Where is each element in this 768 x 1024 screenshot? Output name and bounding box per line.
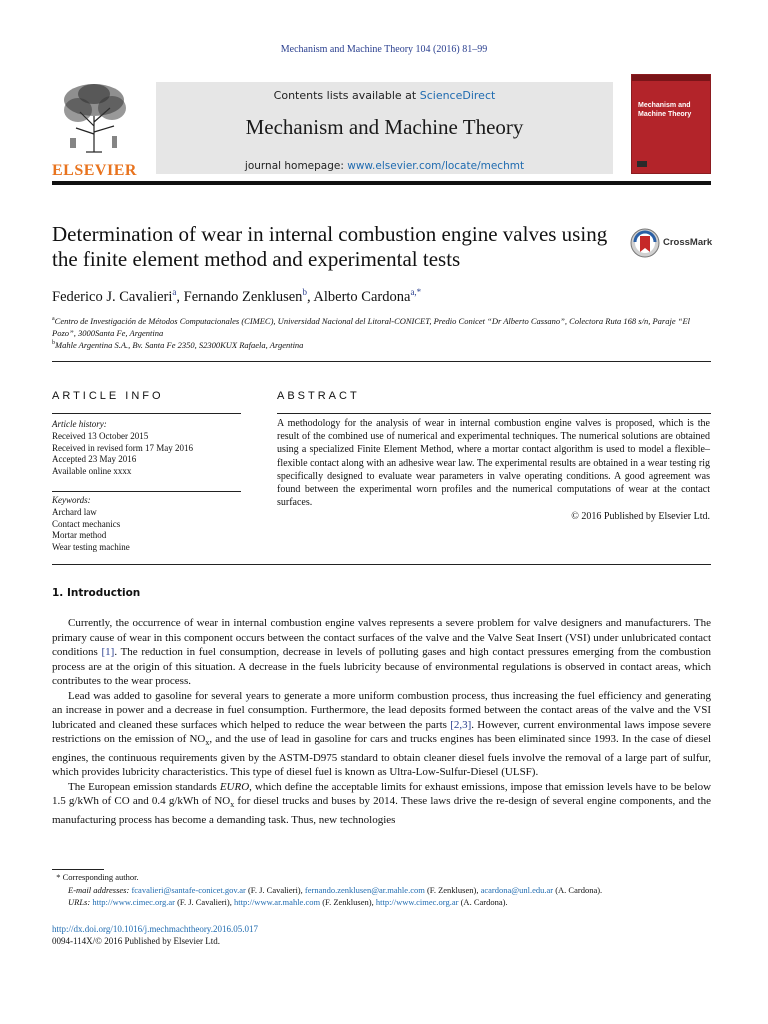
elsevier-logo — [52, 82, 137, 179]
contents-line — [156, 89, 613, 102]
keyword-item: Archard law — [52, 507, 97, 517]
corresponding-author-note: * Corresponding author. — [52, 872, 139, 882]
url-link[interactable]: http://www.cimec.org.ar — [375, 897, 459, 907]
header-rule — [52, 181, 711, 185]
intro-paragraph — [52, 780, 711, 828]
affiliation-mark: a — [52, 316, 55, 322]
affiliation-rule — [52, 361, 711, 362]
author-affiliation-mark[interactable]: a,* — [410, 287, 422, 297]
email-owner: (F. J. Cavalieri), — [245, 884, 305, 895]
intro-text: Currently, the occurrence of wear in internal combustion engine valves represents a severe problem for valve designers and manufacturers. The primary cause of wear in this component occurs between the contact surfaces of the valve and the Valve Seat Insert (VSI) under unlubricated contact conditions — [52, 617, 711, 658]
author-affiliation-mark[interactable]: a — [172, 287, 177, 297]
keywords-rule — [52, 491, 241, 492]
subscript-x: x — [205, 738, 210, 748]
intro-text: The European emission standards — [68, 780, 220, 793]
elsevier-tree-icon — [56, 82, 132, 154]
affiliation-mark: b — [52, 340, 55, 346]
crossmark-badge[interactable] — [630, 228, 712, 258]
urls-label: URLs: — [68, 897, 93, 907]
author-name[interactable]: Fernando Zenklusen — [183, 288, 303, 305]
homepage-prefix: journal homepage: — [244, 160, 348, 172]
intro-text: . However, current environmental laws impose severe restrictions on the emission of NO — [52, 718, 711, 745]
abstract-heading: ABSTRACT — [277, 390, 360, 402]
author-list: Federico J. Cavalieri$^a$, Fernando Zenklusen$^b$, Alberto Cardona$^{a,*}$ — [52, 287, 422, 305]
keyword-item: Wear testing machine — [52, 542, 130, 553]
abstract-copyright: © 2016 Published by Elsevier Ltd. — [571, 511, 710, 522]
issn-copyright: 0094-114X/© 2016 Published by Elsevier Ltd. — [52, 936, 220, 946]
footnotes — [52, 871, 712, 909]
email-owner: (F. Zenklusen), — [424, 884, 481, 895]
journal-reference[interactable]: Mechanism and Machine Theory 104 (2016) 81–99 — [280, 44, 488, 55]
email-link[interactable]: acardona@unl.edu.ar — [480, 884, 554, 895]
contents-prefix: Contents lists available at — [273, 89, 420, 102]
history-label: Article history: — [52, 419, 107, 429]
keywords-list — [52, 507, 241, 554]
email-owner: (A. Cardona). — [553, 884, 603, 895]
cover-top-bar — [632, 75, 710, 81]
crossmark-icon — [630, 228, 660, 258]
email-label: E-mail addresses: — [68, 884, 132, 895]
affiliation-text: Centro de Investigación de Métodos Computacionales (CIMEC), Universidad Nacional del Litoral-CONICET, Predio Conicet “Dr Alberto Cassano”, Colectora Ruta 168 s/n, Paraje “El Pozo”, 3000Santa Fe, Argentina — [52, 315, 691, 338]
intro-text: for diesel trucks and buses by 2014. These laws drive the re-design of several engine components, and the manufacturing process has become a demanding task. Thus, new technologies — [52, 795, 711, 826]
intro-emphasis: EURO — [219, 780, 250, 793]
author-name[interactable]: Federico J. Cavalieri — [52, 288, 173, 305]
article-info-rule — [52, 413, 241, 414]
homepage-line — [156, 160, 613, 172]
email-footnote — [52, 884, 712, 897]
citation-link[interactable]: [1] — [101, 646, 115, 658]
masthead — [156, 82, 613, 174]
intro-text: Lead was added to gasoline for several years to generate a more uniform combustion process, thus increasing the fuel efficiency and generating an increase in power and a decrease in fuel consumption. Furthermore, the lead deposits formed between the contact areas of the valve and the VSI lubricated and cleaned these surfaces which helped to reduce the wear between the parts — [52, 689, 711, 731]
intro-paragraph — [52, 689, 711, 780]
journal-homepage-link[interactable]: www.elsevier.com/locate/mechmt — [347, 160, 525, 172]
url-owner: (F. Zenklusen), — [320, 897, 376, 907]
keyword-item: Mortar method — [52, 530, 107, 541]
url-owner: (A. Cardona). — [458, 897, 508, 907]
history-item: Received 13 October 2015 — [52, 431, 149, 441]
crossmark-label: CrossMark — [663, 237, 713, 248]
history-item: Received in revised form 17 May 2016 — [52, 442, 193, 453]
abstract-rule — [277, 413, 711, 414]
history-list — [52, 431, 241, 478]
author-affiliation-mark[interactable]: b — [302, 287, 307, 297]
front-matter-rule — [52, 564, 711, 565]
email-link[interactable]: fernando.zenklusen@ar.mahle.com — [304, 884, 425, 895]
intro-paragraph — [52, 616, 711, 689]
footnote-rule — [52, 869, 104, 870]
affiliation-text: Mahle Argentina S.A., Bv. Santa Fe 2350, S2300KUX Rafaela, Argentina — [55, 339, 304, 350]
keyword-item: Contact mechanics — [52, 518, 121, 529]
abstract-text: A methodology for the analysis of wear in internal combustion engine valves is proposed, which is the result of the combined use of numerical and experimental techniques. The numerical solutions are obtained using a specialized Finite Element Method, where a mortar contact algorithm is used to model a flexible–flexible contact along with an adhesive wear law. The experimental results are obtained in a wear testing rig specifically designed to evaluate wear parameters in valve operating conditions. A good agreement was found between the experimental worn profiles and the numerical computations of wear at the contact surfaces. — [277, 418, 710, 509]
publisher-name: ELSEVIER — [52, 162, 137, 179]
sciencedirect-link[interactable]: ScienceDirect — [419, 89, 496, 102]
url-footnote — [52, 896, 712, 909]
affiliation-a — [52, 313, 712, 339]
author-name[interactable]: Alberto Cardona — [313, 288, 411, 305]
cover-title: Mechanism and Machine Theory — [638, 102, 692, 118]
corresponding-author-text: Corresponding author. — [62, 872, 139, 882]
url-link[interactable]: http://www.ar.mahle.com — [234, 897, 321, 907]
article-info-heading: ARTICLE INFO — [52, 390, 164, 402]
journal-header — [52, 74, 711, 179]
article-title: Determination of wear in internal combustion engine valves using the finite element method and experimental tests — [52, 222, 608, 271]
cover-publisher-mark — [637, 161, 647, 167]
introduction-heading: 1. Introduction — [52, 587, 141, 599]
history-item: Available online xxxx — [52, 466, 132, 477]
journal-cover[interactable] — [631, 74, 711, 174]
intro-text: . The reduction in fuel consumption, decrease in levels of polluting gases and high contact pressures emerging from the combustion process are at the origin of this situation. A decrease in the fuels lubricity because of environmental regulations is observed in contact areas, which contributes to the wear process. — [52, 646, 711, 687]
intro-text: , which define the acceptable limits for exhaust emissions, impose that emission levels have to be below 1.5 g/kWh of CO and 0.4 g/kWh of NO — [52, 780, 712, 808]
subscript-x: x — [230, 800, 235, 810]
journal-title: Mechanism and Machine Theory — [245, 115, 524, 139]
intro-text: , and the use of lead in gasoline for cars and trucks engines has been eliminated since 1993. In the case of diesel engines, the continuous requirements given by the ASTM-D975 standard to obtain cleaner diesel fuels involve the removal of a large part of sulfur, which provides lubricity characteristics. This type of diesel fuel is known as Ultra-Low-Sulfur-Diesel (ULSF). — [52, 733, 712, 779]
affiliation-b — [52, 337, 712, 351]
history-item: Accepted 23 May 2016 — [52, 454, 137, 465]
introduction-body — [52, 616, 711, 827]
url-link[interactable]: http://www.cimec.org.ar — [92, 897, 175, 907]
email-link[interactable]: fcavalieri@santafe-conicet.gov.ar — [131, 884, 246, 895]
citation-link[interactable]: [2,3] — [450, 718, 472, 731]
url-owner: (F. J. Cavalieri), — [174, 897, 234, 907]
doi-link[interactable]: http://dx.doi.org/10.1016/j.mechmachtheory.2016.05.017 — [52, 924, 258, 934]
keywords-label: Keywords: — [52, 495, 91, 505]
